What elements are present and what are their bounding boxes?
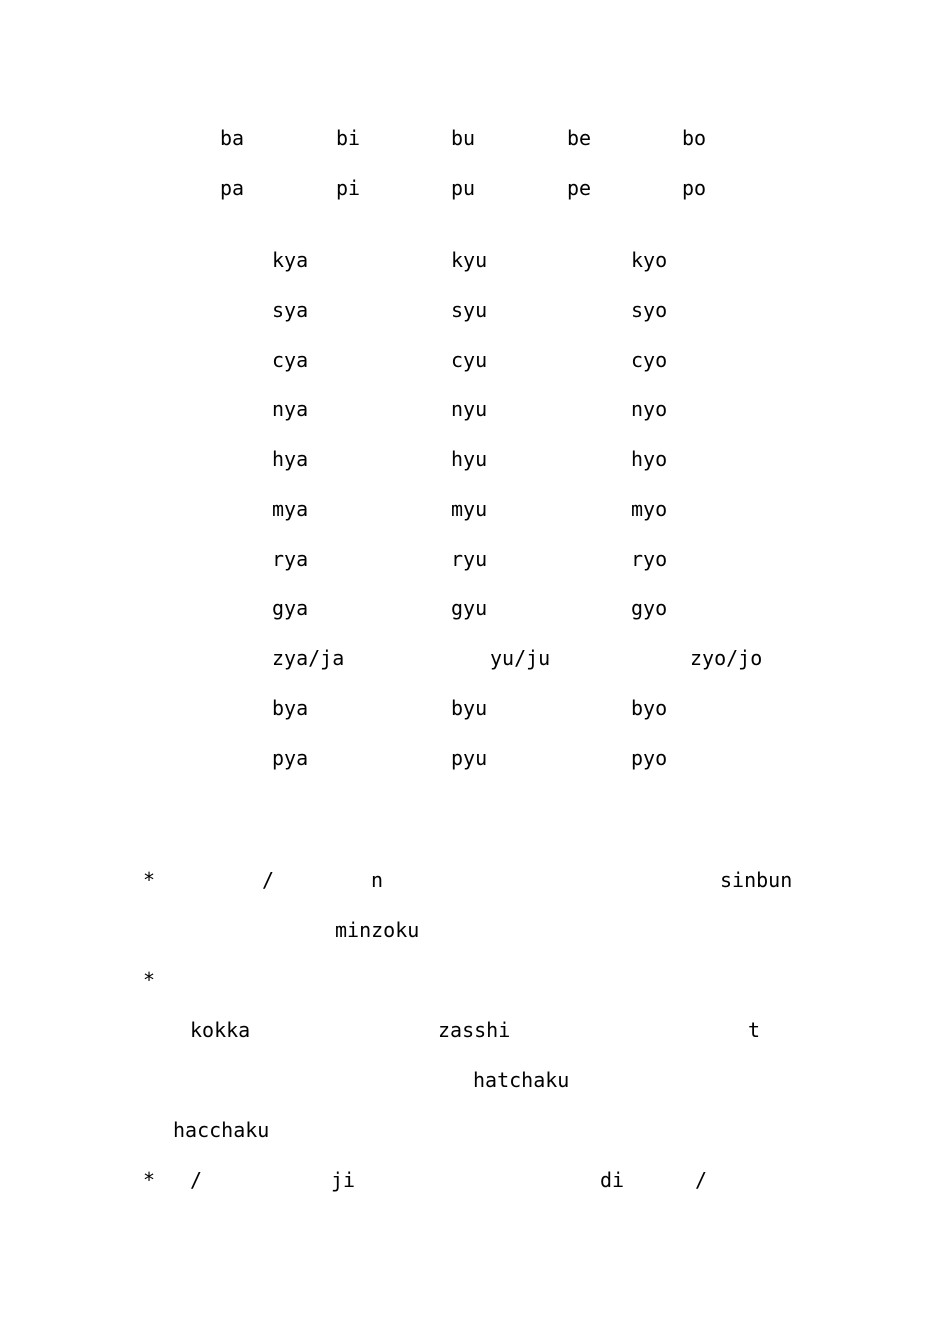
romaji-cell: rya	[272, 547, 309, 571]
note-bullet: *	[143, 1168, 156, 1192]
note-example: di	[600, 1168, 625, 1192]
note-text: /	[190, 1168, 203, 1192]
note-example: minzoku	[335, 918, 420, 942]
romaji-cell: hya	[272, 447, 309, 471]
note-text: /	[695, 1168, 708, 1192]
romaji-cell: po	[682, 176, 707, 200]
note-text: t	[748, 1018, 761, 1042]
note-bullet: *	[143, 968, 156, 992]
romaji-cell: pu	[451, 176, 476, 200]
romaji-cell: nya	[272, 397, 309, 421]
romaji-cell: bu	[451, 126, 476, 150]
romaji-cell: ba	[220, 126, 245, 150]
romaji-cell: pe	[567, 176, 592, 200]
romaji-cell: syo	[631, 298, 668, 322]
note-example: zasshi	[438, 1018, 511, 1042]
romaji-cell: gyu	[451, 596, 488, 620]
romaji-cell: kya	[272, 248, 309, 272]
romaji-cell: bya	[272, 696, 309, 720]
romaji-cell: zyo/jo	[690, 646, 763, 670]
romaji-cell: myo	[631, 497, 668, 521]
romaji-cell: kyu	[451, 248, 488, 272]
romaji-cell: ryu	[451, 547, 488, 571]
romaji-cell: cyo	[631, 348, 668, 372]
romaji-cell: bi	[336, 126, 361, 150]
romaji-cell: hyo	[631, 447, 668, 471]
note-example: hacchaku	[173, 1118, 270, 1142]
romaji-cell: hyu	[451, 447, 488, 471]
romaji-cell: pyo	[631, 746, 668, 770]
note-example: kokka	[190, 1018, 251, 1042]
romaji-cell: byo	[631, 696, 668, 720]
note-text: /	[262, 868, 275, 892]
note-example: ji	[331, 1168, 356, 1192]
romaji-cell: byu	[451, 696, 488, 720]
romaji-cell: nyu	[451, 397, 488, 421]
romaji-cell: gya	[272, 596, 309, 620]
romaji-cell: pya	[272, 746, 309, 770]
romaji-cell: zya/ja	[272, 646, 345, 670]
romaji-cell: myu	[451, 497, 488, 521]
note-text: n	[371, 868, 384, 892]
romaji-cell: sya	[272, 298, 309, 322]
romaji-cell: kyo	[631, 248, 668, 272]
romaji-cell: be	[567, 126, 592, 150]
romaji-cell: pa	[220, 176, 245, 200]
note-bullet: *	[143, 868, 156, 892]
romaji-cell: cyu	[451, 348, 488, 372]
romaji-cell: pyu	[451, 746, 488, 770]
note-example: sinbun	[720, 868, 793, 892]
note-example: hatchaku	[473, 1068, 570, 1092]
romaji-cell: gyo	[631, 596, 668, 620]
romaji-cell: syu	[451, 298, 488, 322]
romaji-cell: yu/ju	[490, 646, 551, 670]
romaji-cell: pi	[336, 176, 361, 200]
romaji-cell: nyo	[631, 397, 668, 421]
romaji-cell: cya	[272, 348, 309, 372]
romaji-cell: bo	[682, 126, 707, 150]
romaji-cell: ryo	[631, 547, 668, 571]
romaji-cell: mya	[272, 497, 309, 521]
